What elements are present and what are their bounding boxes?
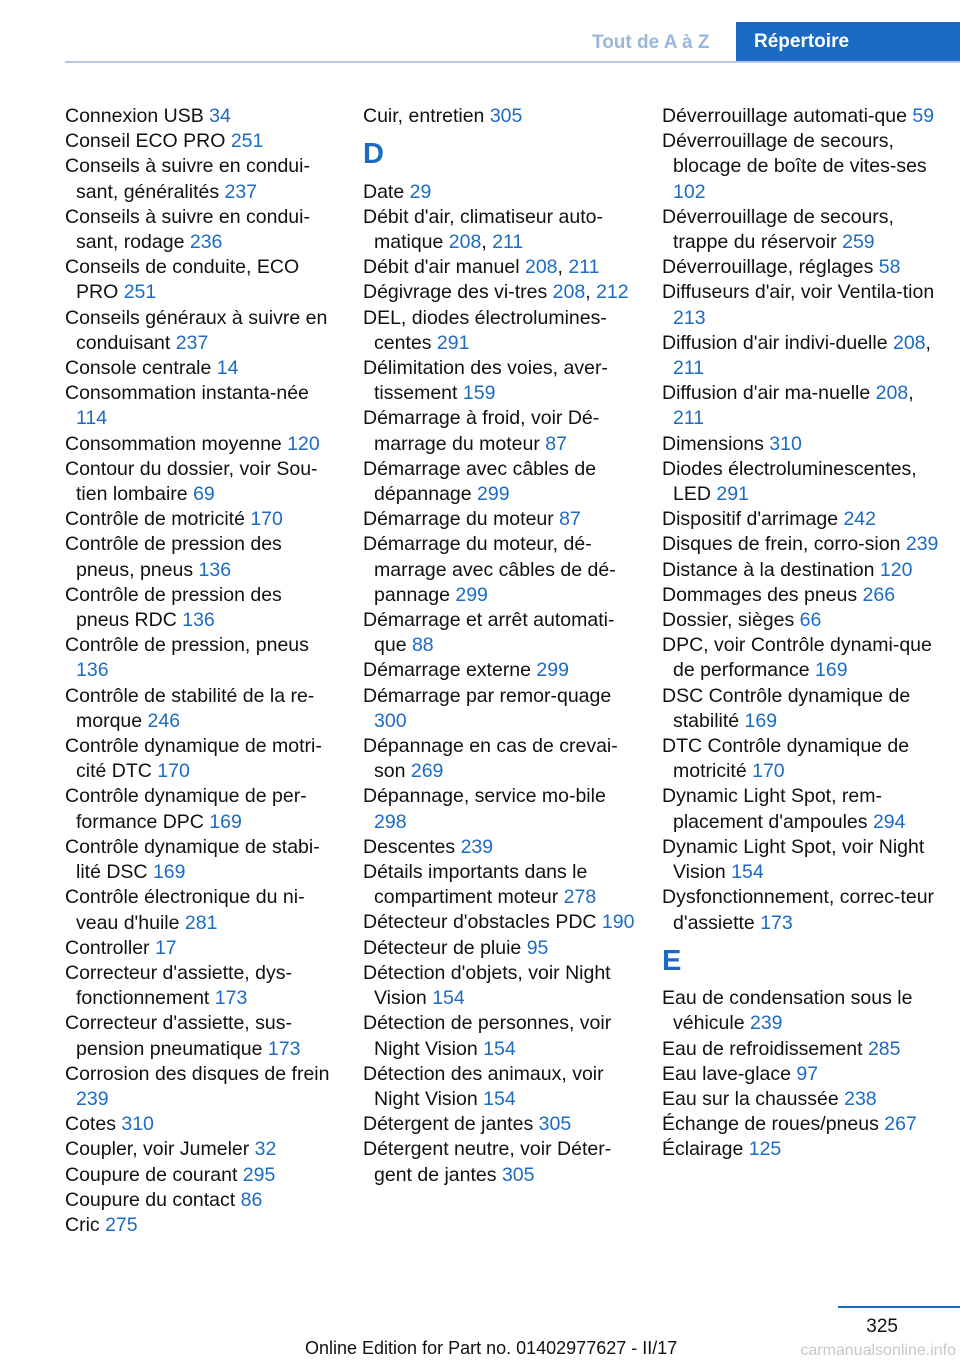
page-reference-link[interactable]: 291 <box>716 483 749 506</box>
page-reference-link[interactable]: 86 <box>240 1188 263 1211</box>
index-entry-text: Dégivrage des vi-tres <box>363 281 553 304</box>
page-reference-link[interactable]: 251 <box>123 281 157 304</box>
index-entry <box>363 1011 635 1061</box>
index-entry <box>662 457 940 507</box>
page-reference-link[interactable]: 169 <box>815 659 848 682</box>
index-entry: Diffusion d'air indivi-duelle 208, 211 <box>662 331 931 380</box>
index-entry <box>363 406 635 456</box>
page-reference-link[interactable]: 136 <box>198 558 232 581</box>
index-entry <box>65 961 337 1011</box>
index-entry <box>65 633 337 683</box>
page-reference-link[interactable]: 32 <box>254 1138 277 1161</box>
index-entry-text: Correcteur d'assiette, dys-fonctionnement <box>65 961 292 1010</box>
index-entry-text: Contrôle électronique du ni-veau d'huile <box>65 886 305 934</box>
index-entry-text: Controller <box>65 936 155 959</box>
page-reference-link[interactable]: 170 <box>157 760 190 783</box>
index-entry-text: Contrôle dynamique de motri-cité DTC <box>65 735 322 783</box>
page-reference-link[interactable]: 275 <box>105 1213 138 1236</box>
page-reference-link[interactable]: 239 <box>76 1087 109 1110</box>
index-entry <box>662 1137 940 1162</box>
index-entry: Dégivrage des vi-tres 208, 212 <box>363 281 629 304</box>
index-entry: Diffusion d'air ma-nuelle 208, 211 <box>662 382 914 430</box>
index-entry-text: Dossier, sièges <box>662 609 800 632</box>
index-entry <box>65 104 337 129</box>
page-reference-link[interactable]: 136 <box>182 609 215 632</box>
page-reference-link[interactable]: 159 <box>462 382 496 405</box>
page-reference-link[interactable]: 95 <box>526 936 549 959</box>
index-entry <box>363 684 635 734</box>
index-entry <box>65 255 337 305</box>
page-reference-link[interactable]: 239 <box>749 1012 783 1035</box>
index-entry-text: Conseils de conduite, ECO PRO <box>65 256 300 304</box>
index-entry <box>662 432 940 457</box>
page-reference-link[interactable]: 266 <box>862 583 896 606</box>
index-entry-text: Détecteur d'obstacles PDC <box>363 911 602 934</box>
index-entry <box>65 835 337 885</box>
index-entry-text: Démarrage du moteur, dé-marrage avec câbles de dé-pannage <box>363 533 616 606</box>
page-reference-link[interactable]: 238 <box>844 1087 877 1110</box>
page-reference-link[interactable]: 237 <box>175 331 209 354</box>
index-entry-text: Démarrage à froid, voir Dé-marrage du moteur <box>363 407 600 455</box>
index-entry <box>662 1112 940 1137</box>
index-entry-text: Coupler, voir Jumeler <box>65 1138 255 1161</box>
index-entry-text: Détergent de jantes <box>363 1113 539 1136</box>
index-entry-text: Cuir, entretien <box>363 105 490 127</box>
index-entry <box>65 936 337 961</box>
index-entry <box>662 1062 940 1087</box>
index-entry <box>363 1062 635 1112</box>
index-entry-text: Débit d'air manuel <box>363 256 525 279</box>
page-reference-link[interactable]: 69 <box>193 483 215 506</box>
index-entry <box>363 658 635 683</box>
index-entry <box>662 885 940 935</box>
page-reference-link[interactable]: 125 <box>748 1138 782 1161</box>
index-entry <box>363 860 635 910</box>
page-reference-link[interactable]: 239 <box>460 835 494 858</box>
page-reference-link[interactable]: 294 <box>872 810 906 833</box>
index-entry-text: Disques de frein, corro-sion <box>662 533 906 556</box>
index-entry-text: Dynamic Light Spot, rem-placement d'ampoules <box>662 785 882 833</box>
index-entry <box>662 532 940 557</box>
page-reference-link[interactable]: 208 <box>875 382 909 405</box>
index-entry <box>65 205 337 255</box>
index-entry <box>363 532 635 608</box>
index-entry-text: Console centrale <box>65 357 217 380</box>
page-reference-link[interactable]: 120 <box>287 432 320 455</box>
index-entry <box>363 734 635 784</box>
index-entry-text: Délimitation des voies, aver-tissement <box>363 357 608 405</box>
index-entry-text: Contrôle de pression, pneus <box>65 634 309 657</box>
index-entry-text: Contrôle de motricité <box>65 508 251 531</box>
page-reference-link[interactable]: 169 <box>744 709 778 732</box>
index-entry <box>65 356 337 381</box>
page-reference-link[interactable]: 211 <box>492 231 524 253</box>
page-reference-link[interactable]: 87 <box>559 508 581 531</box>
index-entry-text: Consommation instanta-née <box>65 382 309 405</box>
page-reference-link[interactable]: 310 <box>769 432 802 455</box>
index-letter-heading: E <box>662 944 682 977</box>
index-entry-text: Dommages des pneus <box>662 583 863 606</box>
page-reference-link[interactable]: 239 <box>905 533 939 556</box>
page-reference-link[interactable]: 66 <box>799 609 822 632</box>
index-entry-text: Démarrage avec câbles de dépannage <box>363 457 597 506</box>
index-entry <box>65 1163 337 1188</box>
page-reference-link[interactable]: 211 <box>568 256 600 279</box>
page-reference-link[interactable]: 299 <box>536 659 569 682</box>
index-entry-text: Détails importants dans le compartiment moteur <box>363 861 588 909</box>
page-reference-link[interactable]: 267 <box>884 1113 917 1136</box>
index-entry <box>662 986 940 1036</box>
index-entry <box>65 154 337 204</box>
index-entry <box>65 381 337 431</box>
index-entry-text: Distance à la destination <box>662 558 880 581</box>
index-entry <box>363 936 635 961</box>
index-entry-text: Date <box>363 180 410 203</box>
page-reference-link[interactable]: 34 <box>209 105 231 127</box>
page-reference-link[interactable]: 305 <box>538 1113 572 1136</box>
page-header <box>0 22 960 62</box>
index-entry-text: Démarrage externe <box>363 659 537 682</box>
index-entry-text: DPC, voir Contrôle dynami-que de performance <box>662 634 932 682</box>
page-reference-link[interactable]: 154 <box>432 987 465 1010</box>
edition-note: Online Edition for Part no. 01402977627 - II/17 <box>305 1338 678 1358</box>
page-reference-link[interactable]: 299 <box>477 483 510 506</box>
page-reference-link[interactable]: 58 <box>878 256 901 279</box>
page-reference-link[interactable]: 59 <box>912 105 935 127</box>
index-entry-text: Contrôle dynamique de per-formance DPC <box>65 785 307 833</box>
index-entry <box>662 280 940 330</box>
index-entry-text: Déverrouillage de secours, blocage de boîte de vites-ses <box>662 130 927 178</box>
index-entry <box>65 1213 337 1238</box>
index-entry <box>662 558 940 583</box>
index-entry-text: Démarrage par remor-quage <box>363 684 612 707</box>
page-number: 325 <box>866 1316 898 1337</box>
page-reference-link[interactable]: 251 <box>230 130 264 153</box>
index-entry <box>363 104 635 129</box>
page-reference-link[interactable]: 213 <box>673 306 706 329</box>
page-reference-link[interactable]: 173 <box>760 911 793 934</box>
index-entry <box>662 633 940 683</box>
index-entry <box>363 961 635 1011</box>
index-entry-text: Diffusion d'air indivi-duelle <box>662 331 893 354</box>
index-entry-text: Consommation moyenne <box>65 432 288 455</box>
index-entry-text: Coupure de courant <box>65 1163 243 1186</box>
index-entry-text: Dépannage, service mo-bile <box>363 785 606 808</box>
page-reference-link[interactable]: 237 <box>224 180 258 203</box>
index-entry <box>363 1112 635 1137</box>
index-entry <box>662 255 940 280</box>
index-entry <box>363 1137 635 1187</box>
index-entry-text: Échange de roues/pneus <box>662 1113 885 1136</box>
page-reference-link[interactable]: 154 <box>731 861 764 884</box>
page-reference-link[interactable]: 305 <box>501 1163 535 1186</box>
index-entry <box>662 835 940 885</box>
index-entry <box>363 835 635 860</box>
index-entry-text: Détection de personnes, voir Night Vision <box>363 1012 612 1060</box>
index-entry-text: Démarrage et arrêt automati-que <box>363 609 615 657</box>
index-entry <box>363 356 635 406</box>
page-reference-link[interactable]: 208 <box>552 281 586 304</box>
index-entry <box>65 1188 337 1213</box>
index-entry-text: Contrôle de pression des pneus RDC <box>65 583 282 632</box>
tab-repertoire[interactable]: Répertoire <box>736 22 960 62</box>
page-reference-link[interactable]: 212 <box>596 281 629 304</box>
index-entry <box>65 784 337 834</box>
index-entry-text: Diffuseurs d'air, voir Ventila-tion <box>662 281 935 304</box>
index-entry <box>65 507 337 532</box>
tab-index-a-z[interactable]: Tout de A à Z <box>592 32 710 53</box>
index-entry-text: Conseils généraux à suivre en conduisant <box>65 306 328 354</box>
page-reference-link[interactable]: 236 <box>189 231 223 254</box>
index-entry <box>662 734 940 784</box>
index-entry-text: Dynamic Light Spot, voir Night Vision <box>662 835 925 884</box>
index-entry-text: DEL, diodes électrolumines-centes <box>363 306 607 354</box>
page-reference-link[interactable]: 17 <box>154 936 177 959</box>
page-reference-link[interactable]: 305 <box>489 105 523 127</box>
page-reference-link[interactable]: 102 <box>673 180 706 203</box>
index-entry <box>363 457 635 507</box>
index-entry <box>65 532 337 582</box>
page-reference-link[interactable]: 208 <box>524 256 558 279</box>
page-reference-link[interactable]: 120 <box>879 558 913 581</box>
page-reference-link[interactable]: 269 <box>410 760 444 783</box>
page-reference-link[interactable]: 190 <box>601 911 635 934</box>
index-entry <box>65 885 337 935</box>
index-column-1 <box>65 104 337 1238</box>
index-entry-text: Conseil ECO PRO <box>65 130 231 153</box>
index-entry-text: Contrôle de stabilité de la re-morque <box>65 684 315 732</box>
index-entry <box>662 1037 940 1062</box>
index-entry <box>65 1112 337 1137</box>
index-entry <box>363 306 635 356</box>
index-entry-text: Détecteur de pluie <box>363 936 527 959</box>
index-entry-text: Diffusion d'air ma-nuelle <box>662 382 876 405</box>
page-reference-link[interactable]: 246 <box>147 709 181 732</box>
index-entry <box>662 1087 940 1112</box>
page-reference-link[interactable]: 169 <box>209 810 242 833</box>
index-entry-text: Dispositif d'arrimage <box>662 508 844 531</box>
footer-divider <box>838 1306 960 1308</box>
index-entry-text: Détection d'objets, voir Night Vision <box>363 961 611 1010</box>
page-reference-link[interactable]: 295 <box>242 1163 276 1186</box>
page-reference-link[interactable]: 169 <box>152 861 186 884</box>
page-reference-link[interactable]: 29 <box>409 180 432 203</box>
index-entry <box>662 205 940 255</box>
index-entry-text: DSC Contrôle dynamique de stabilité <box>662 684 911 732</box>
index-entry <box>65 684 337 734</box>
index-entry <box>662 507 940 532</box>
index-entry-text: Corrosion des disques de frein <box>65 1062 330 1085</box>
index-entry-text: Eau de refroidissement <box>662 1037 868 1060</box>
page-reference-link[interactable]: 285 <box>867 1037 901 1060</box>
page-reference-link[interactable]: 170 <box>250 508 283 531</box>
page-reference-link[interactable]: 14 <box>216 357 239 380</box>
page-reference-link[interactable]: 281 <box>184 911 218 934</box>
index-entry <box>65 129 337 154</box>
index-entry-text: Déverrouillage, réglages <box>662 256 879 279</box>
page-reference-link[interactable]: 154 <box>483 1087 516 1110</box>
index-entry <box>363 784 635 834</box>
page-reference-link[interactable]: 97 <box>796 1062 819 1085</box>
page-reference-link[interactable]: 154 <box>483 1037 516 1060</box>
index-entry-text: Débit d'air, climatiseur auto-matique <box>363 205 603 253</box>
page-reference-link[interactable]: 114 <box>76 407 108 430</box>
index-entry-text: Diodes électroluminescentes, LED <box>662 457 917 506</box>
page-reference-link[interactable]: 136 <box>76 659 109 682</box>
page-reference-link[interactable]: 173 <box>267 1037 301 1060</box>
index-entry-text: DTC Contrôle dynamique de motricité <box>662 735 910 783</box>
header-divider <box>65 61 960 63</box>
page-reference-link[interactable]: 87 <box>545 432 567 455</box>
page-reference-link[interactable]: 208 <box>892 331 926 354</box>
index-entry <box>662 608 940 633</box>
index-entry-text: Déverrouillage automati-que <box>662 105 913 127</box>
page-reference-link[interactable]: 88 <box>411 634 434 657</box>
watermark: carmanualsonline.info <box>800 1342 956 1359</box>
page-reference-link[interactable]: 208 <box>448 231 482 253</box>
index-entry-text: Contrôle dynamique de stabi-lité DSC <box>65 835 320 884</box>
index-letter-heading: D <box>363 138 384 171</box>
index-entry-text: Eau sur la chaussée <box>662 1087 845 1110</box>
index-entry-text: Détection des animaux, voir Night Vision <box>363 1062 604 1110</box>
index-entry-text: Conseils à suivre en condui-sant, rodage <box>65 205 310 254</box>
page-reference-link[interactable]: 310 <box>121 1113 154 1136</box>
index-entry-text: Conseils à suivre en condui-sant, généralités <box>65 155 310 203</box>
index-entry-text: Eau de condensation sous le véhicule <box>662 987 913 1035</box>
index-entry-text: Eau lave-glace <box>662 1062 797 1085</box>
index-entry: Débit d'air manuel 208, 211 <box>363 256 600 279</box>
index-entry-text: Éclairage <box>662 1138 749 1161</box>
index-entry-text: Dimensions <box>662 432 770 455</box>
index-entry-text: Dépannage en cas de crevai-son <box>363 735 618 783</box>
index-entry <box>65 432 337 457</box>
index-entry <box>363 507 635 532</box>
index-entry-text: Correcteur d'assiette, sus-pension pneumatique <box>65 1012 292 1060</box>
index-entry: Débit d'air, climatiseur auto-matique 208, 211 <box>363 205 603 253</box>
page-reference-link[interactable]: 299 <box>455 583 488 606</box>
page-reference-link[interactable]: 300 <box>374 709 407 732</box>
index-entry-text: Connexion USB <box>65 105 210 127</box>
page-reference-link[interactable]: 291 <box>436 331 470 354</box>
index-entry <box>363 608 635 658</box>
index-entry <box>662 104 940 129</box>
index-entry <box>65 306 337 356</box>
index-entry <box>65 1011 337 1061</box>
index-entry <box>65 1062 337 1112</box>
index-entry-text: Descentes <box>363 835 461 858</box>
index-entry <box>662 583 940 608</box>
index-entry-text: Cric <box>65 1213 106 1236</box>
page-reference-link[interactable]: 211 <box>673 357 705 380</box>
index-entry <box>65 583 337 633</box>
index-entry-text: Contour du dossier, voir Sou-tien lombaire <box>65 457 318 506</box>
index-entry-text: Contrôle de pression des pneus, pneus <box>65 533 282 581</box>
index-entry <box>662 684 940 734</box>
page-reference-link[interactable]: 242 <box>843 508 876 531</box>
page-reference-link[interactable]: 278 <box>563 886 597 909</box>
index-entry-text: Démarrage du moteur <box>363 508 560 531</box>
index-entry-text: Coupure du contact <box>65 1188 241 1211</box>
index-entry <box>65 734 337 784</box>
index-column-3 <box>662 104 939 1163</box>
page-reference-link[interactable]: 173 <box>214 987 248 1010</box>
index-entry <box>363 180 635 205</box>
index-entry-text: Cotes <box>65 1113 122 1136</box>
index-entry-text: Dysfonctionnement, correc-teur d'assiette <box>662 886 935 934</box>
page-reference-link[interactable]: 298 <box>374 810 407 833</box>
index-entry <box>662 784 940 834</box>
index-column-2 <box>363 104 635 1188</box>
index-entry <box>65 457 337 507</box>
index-entry-text: Déverrouillage de secours, trappe du réservoir <box>662 205 894 254</box>
index-entry <box>363 910 635 935</box>
page-reference-link[interactable]: 211 <box>673 407 705 430</box>
page-reference-link[interactable]: 259 <box>842 231 875 254</box>
index-entry <box>65 1137 337 1162</box>
index-entry <box>662 129 940 205</box>
page-reference-link[interactable]: 170 <box>752 760 785 783</box>
index-entry-text: Détergent neutre, voir Déter-gent de jantes <box>363 1138 612 1186</box>
